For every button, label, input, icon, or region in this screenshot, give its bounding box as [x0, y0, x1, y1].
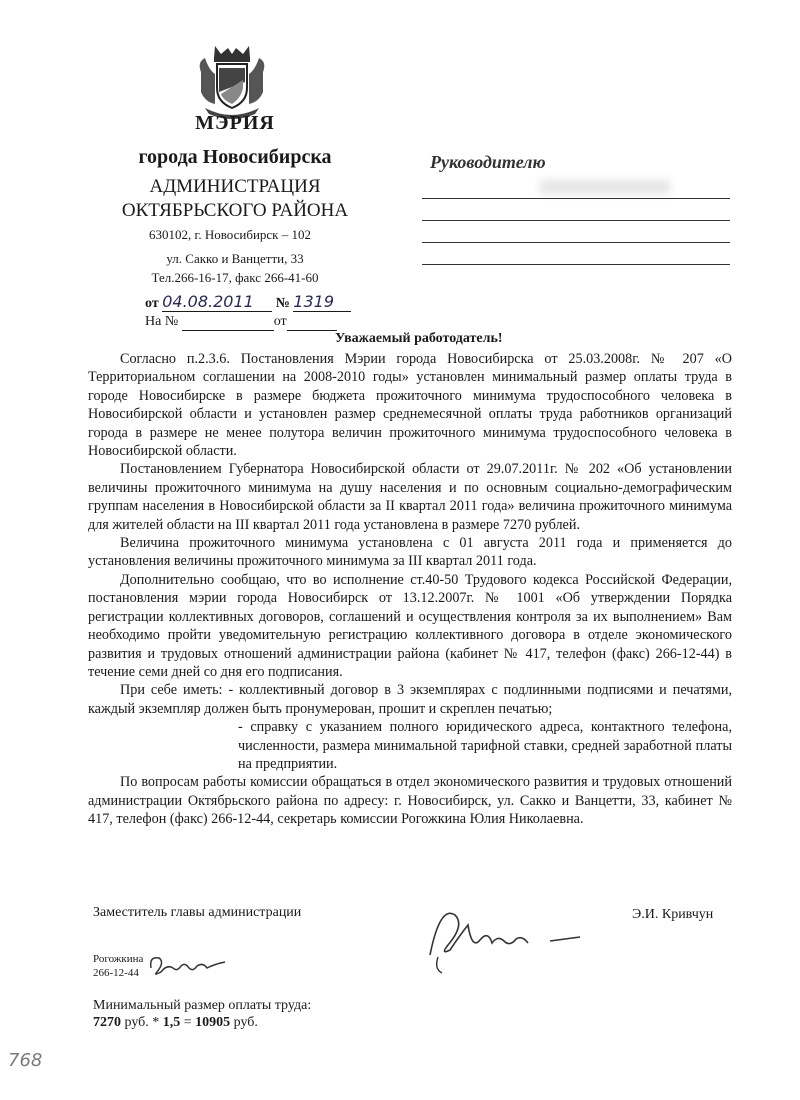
admin-title: АДМИНИСТРАЦИЯ: [149, 176, 321, 197]
text-equals: =: [180, 1015, 196, 1030]
outgoing-number: 1319: [293, 292, 351, 312]
address-line-2: ул. Сакко и Ванцетти, 33: [166, 251, 304, 266]
from-label: от: [145, 296, 159, 311]
margin-page-number: 768: [8, 1050, 43, 1071]
outgoing-reference: [145, 292, 351, 312]
org-title: МЭРИЯ: [195, 112, 275, 134]
recipient-line: [422, 220, 730, 221]
value-coefficient: 1,5: [162, 1015, 181, 1030]
paragraph: - справку с указанием полного юридического адреса, контактного телефона, численности, размера минимальной тарифной ставки, средней заработной платы на предприятии.: [238, 719, 732, 772]
value-result: 10905: [195, 1015, 231, 1030]
paragraph: По вопросам работы комиссии обращаться в отдел экономического развития и трудовых отношений администрации Октябрьского района по адресу: г. Новосибирск, ул. Сакко и Ванцетти, 33, кабинет № 417, телефон (факс) 266-12-44, секретарь комиссии Рогожкина Юлия Николаевна.: [88, 774, 732, 828]
text-rub-multiply: руб. *: [121, 1015, 163, 1030]
reply-from-label: от: [273, 314, 287, 329]
greeting: Уважаемый работодатель!: [335, 331, 503, 346]
paragraph: Согласно п.2.3.6. Постановления Мэрии города Новосибирска от 25.03.2008г. № 207 «О Территориальном соглашении на 2008-2010 годы» установлен минимальный размер оплаты труда в городе Новосибирске в размере бюджета прожиточного минимума трудоспособного человека в Новосибирской области и установлен размер среднемесячной оплаты труда работников организаций города в размере не менее полутора величин прожиточного минимума трудоспособного человека в Новосибирской области.: [88, 351, 732, 460]
letter-body: [88, 350, 732, 829]
recipient-line: [422, 198, 730, 199]
phone-line: Тел.266-16-17, факс 266-41-60: [151, 270, 319, 285]
paragraph: При себе иметь: - коллективный договор в 3 экземплярах с подлинными подписями и печатями, каждый экземпляр должен быть пронумерован, прошит и скреплен печатью;: [88, 682, 732, 717]
reply-reference: [145, 314, 337, 331]
coat-of-arms-icon: [195, 42, 269, 120]
paragraph: Дополнительно сообщаю, что во исполнение ст.40-50 Трудового кодекса Российской Федерации, постановления мэрии города Новосибирск от 13.12.2007г. № 1001 «Об утверждении Порядка регистрации коллективных договоров, соглашений и осуществления контроля за их выполнением» Вам необходимо пройти уведомительную регистрацию коллективного договора в отделе экономического развития и трудовых отношений администрации района (кабинет № 417, телефон (факс) 266-12-44) в течение семи дней со дня его подписания.: [88, 571, 732, 680]
reply-label: На №: [145, 314, 179, 329]
min-wage-title: Минимальный размер оплаты труда:: [93, 998, 312, 1013]
value-subsistence: 7270: [93, 1015, 121, 1030]
outgoing-date: 04.08.2011: [162, 292, 272, 312]
recipient-line: [422, 264, 730, 265]
paragraph: Величина прожиточного минимума установлена с 01 августа 2011 года и применяется до установления величины прожиточного минимума за III квартал 2011 года.: [88, 535, 732, 570]
paragraph: Постановлением Губернатора Новосибирской области от 29.07.2011г. № 202 «Об установлении величины прожиточного минимума на душу населения и по основным социально-демографическим группам населения в Новосибирской области за II квартал 2011 года» величина прожиточного минимума для жителей области на III квартал 2011 года установлена в размере 7270 рублей.: [88, 461, 732, 533]
signatory-position: Заместитель главы администрации: [93, 905, 302, 920]
city-name: города Новосибирска: [138, 146, 332, 168]
address-line-1: 630102, г. Новосибирск – 102: [148, 227, 311, 242]
executor-name: Рогожкина: [93, 953, 144, 965]
min-wage-calculation: [93, 1015, 258, 1031]
redacted-recipient: [540, 180, 670, 194]
executor-phone: 266-12-44: [93, 967, 139, 979]
text-rub: руб.: [230, 1015, 258, 1030]
handwritten-signature: [420, 895, 600, 980]
district-title: ОКТЯБРЬСКОГО РАЙОНА: [121, 200, 349, 221]
executor-block: [93, 952, 143, 980]
number-label: №: [275, 296, 290, 311]
executor-signature: [145, 950, 230, 982]
signatory-name: Э.И. Кривчун: [632, 907, 714, 922]
recipient-line: [422, 242, 730, 243]
recipient-title: Руководителю: [430, 152, 546, 172]
